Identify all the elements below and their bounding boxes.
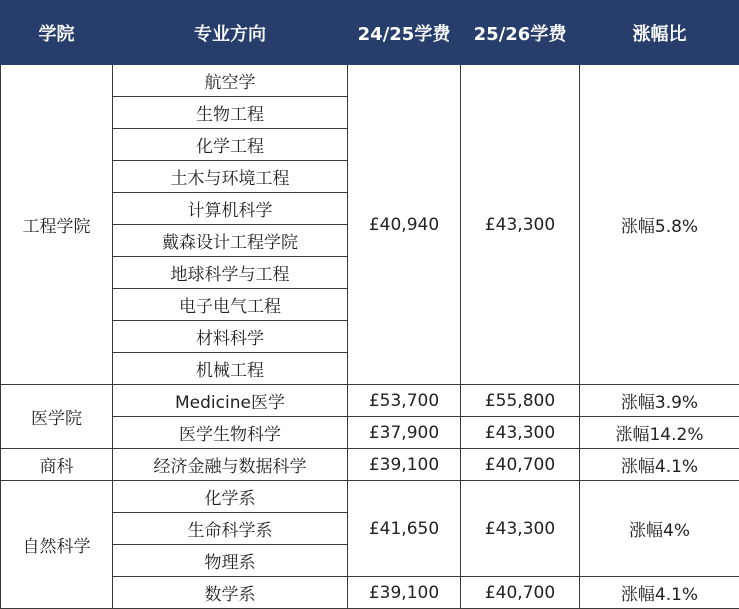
major-cell: 机械工程 — [113, 353, 348, 385]
major-cell: 材料科学 — [113, 321, 348, 353]
college-cell: 商科 — [1, 449, 113, 481]
header-college: 学院 — [1, 1, 113, 65]
fee-2526-cell: £40,700 — [461, 577, 580, 609]
fee-2425-cell: £41,650 — [348, 481, 461, 577]
college-cell: 医学院 — [1, 385, 113, 449]
major-cell: 化学工程 — [113, 129, 348, 161]
fee-2526-cell: £43,300 — [461, 417, 580, 449]
major-cell: 土木与环境工程 — [113, 161, 348, 193]
increase-cell: 涨幅3.9% — [580, 385, 739, 417]
increase-cell: 涨幅4.1% — [580, 449, 739, 481]
major-cell: 生命科学系 — [113, 513, 348, 545]
major-cell: 化学系 — [113, 481, 348, 513]
fee-2526-cell: £43,300 — [461, 65, 580, 385]
table-row — [1, 65, 739, 97]
header-major: 专业方向 — [113, 1, 348, 65]
major-cell: 航空学 — [113, 65, 348, 97]
header-fee-2526: 25/26学费 — [461, 1, 580, 65]
fee-2425-cell: £39,100 — [348, 577, 461, 609]
increase-cell: 涨幅4.1% — [580, 577, 739, 609]
fee-2425-cell: £53,700 — [348, 385, 461, 417]
table-row — [1, 449, 739, 481]
table-row — [1, 385, 739, 417]
fee-2526-cell: £55,800 — [461, 385, 580, 417]
increase-cell: 涨幅5.8% — [580, 65, 739, 385]
fee-2526-cell: £40,700 — [461, 449, 580, 481]
major-cell: 地球科学与工程 — [113, 257, 348, 289]
college-cell: 自然科学 — [1, 481, 113, 609]
header-row — [1, 1, 739, 65]
major-cell: 经济金融与数据科学 — [113, 449, 348, 481]
major-cell: 生物工程 — [113, 97, 348, 129]
increase-cell: 涨幅4% — [580, 481, 739, 577]
header-fee-2425: 24/25学费 — [348, 1, 461, 65]
fee-2526-cell: £43,300 — [461, 481, 580, 577]
college-cell: 工程学院 — [1, 65, 113, 385]
table-row — [1, 481, 739, 513]
fee-2425-cell: £37,900 — [348, 417, 461, 449]
major-cell: Medicine医学 — [113, 385, 348, 417]
major-cell: 戴森设计工程学院 — [113, 225, 348, 257]
major-cell: 数学系 — [113, 577, 348, 609]
major-cell: 计算机科学 — [113, 193, 348, 225]
major-cell: 物理系 — [113, 545, 348, 577]
fee-2425-cell: £40,940 — [348, 65, 461, 385]
major-cell: 医学生物科学 — [113, 417, 348, 449]
fee-2425-cell: £39,100 — [348, 449, 461, 481]
header-increase: 涨幅比 — [580, 1, 739, 65]
major-cell: 电子电气工程 — [113, 289, 348, 321]
increase-cell: 涨幅14.2% — [580, 417, 739, 449]
